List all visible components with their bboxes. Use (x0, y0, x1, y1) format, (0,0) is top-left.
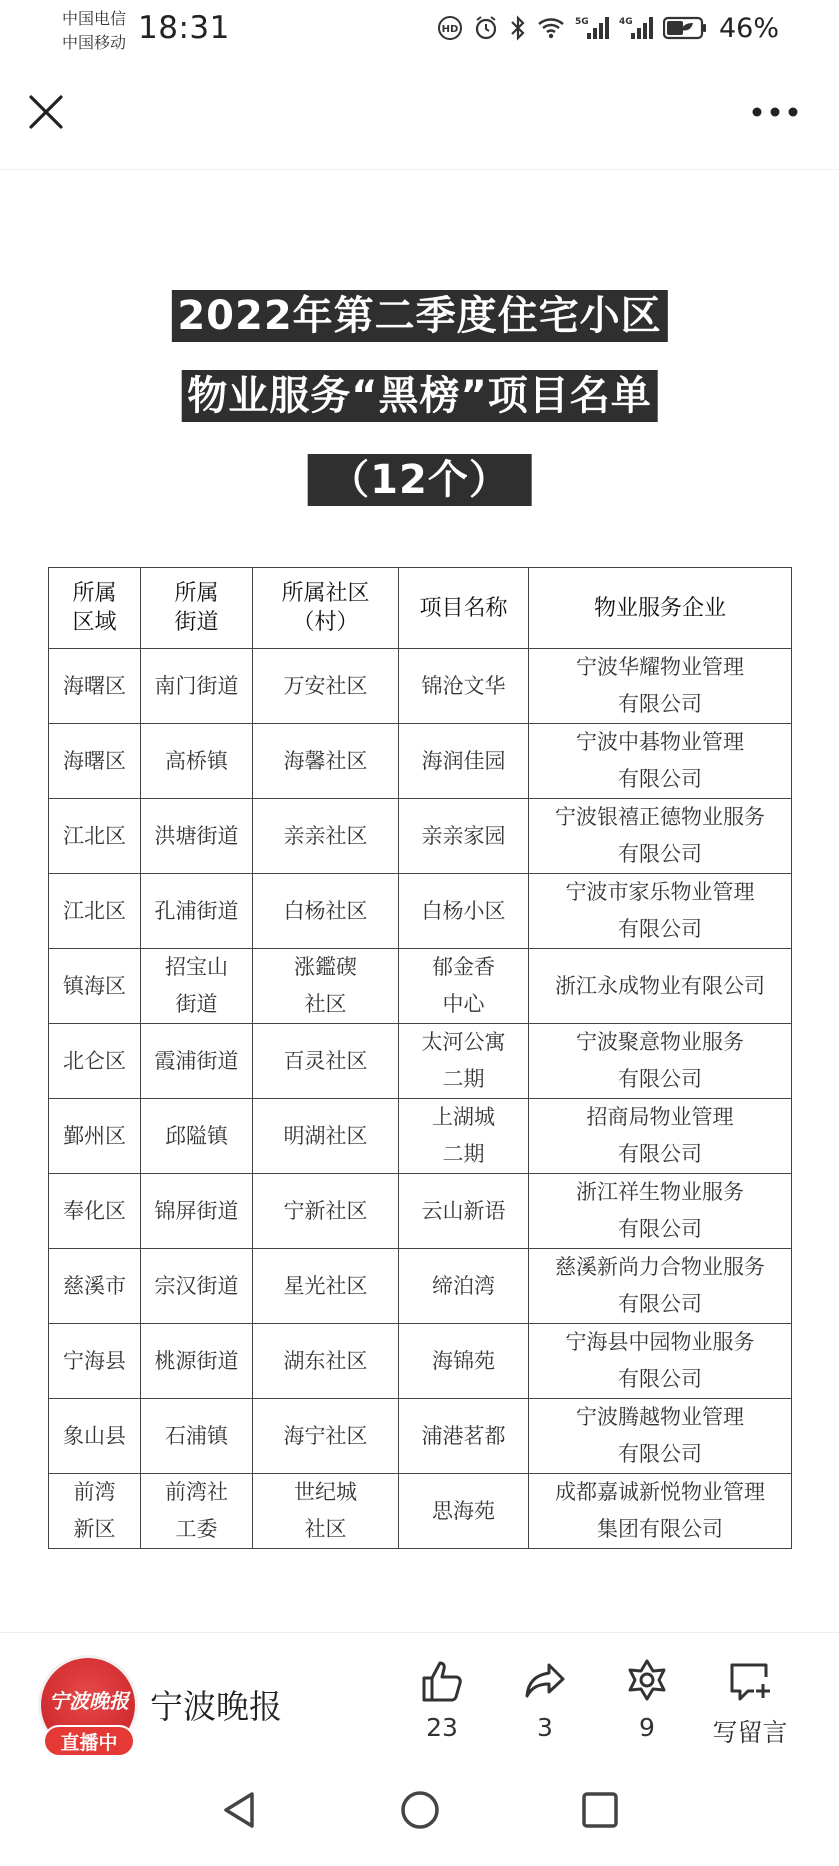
cell-street: 南门街道 (141, 649, 253, 724)
cell-street: 孔浦街道 (141, 874, 253, 949)
cell-company: 宁波聚意物业服务 有限公司 (529, 1024, 792, 1099)
cell-company: 宁波市家乐物业管理 有限公司 (529, 874, 792, 949)
table-row (49, 649, 792, 724)
cell-district: 镇海区 (49, 949, 141, 1024)
table-row (49, 1324, 792, 1399)
network-2-label: 4G (618, 17, 633, 27)
cell-company: 浙江永成物业有限公司 (529, 949, 792, 1024)
cell-project: 太河公寓 二期 (399, 1024, 529, 1099)
table-row (49, 799, 792, 874)
like-count: 23 (426, 1713, 458, 1742)
blacklist-table (48, 567, 792, 1549)
cell-district: 前湾 新区 (49, 1474, 141, 1549)
thumbs-up-icon (418, 1657, 466, 1705)
clock: 18:31 (138, 10, 230, 46)
table-row (49, 1024, 792, 1099)
more-button[interactable] (751, 102, 799, 122)
cell-district: 宁海县 (49, 1324, 141, 1399)
cell-district: 象山县 (49, 1399, 141, 1474)
cell-street: 桃源街道 (141, 1324, 253, 1399)
cell-project: 郁金香 中心 (399, 949, 529, 1024)
cell-district: 江北区 (49, 874, 141, 949)
header-project: 项目名称 (399, 568, 529, 649)
cell-street: 招宝山 街道 (141, 949, 253, 1024)
cell-street: 霞浦街道 (141, 1024, 253, 1099)
cell-district: 北仑区 (49, 1024, 141, 1099)
hd-call-icon (437, 15, 463, 41)
live-badge: 直播中 (43, 1725, 135, 1757)
nav-recents-button[interactable] (578, 1788, 622, 1832)
share-arrow-icon (521, 1657, 569, 1705)
header-company: 物业服务企业 (529, 568, 792, 649)
account-name[interactable]: 宁波晚报 (150, 1687, 282, 1726)
cell-street: 邱隘镇 (141, 1099, 253, 1174)
status-icons (437, 13, 779, 43)
carrier-names (62, 7, 126, 55)
cell-district: 鄞州区 (49, 1099, 141, 1174)
table-row (49, 874, 792, 949)
cell-project: 海润佳园 (399, 724, 529, 799)
cell-community: 湖东社区 (253, 1324, 399, 1399)
cell-company: 宁海县中园物业服务 有限公司 (529, 1324, 792, 1399)
cell-project: 锦沧文华 (399, 649, 529, 724)
cell-project: 白杨小区 (399, 874, 529, 949)
cell-community: 涨鑑碶 社区 (253, 949, 399, 1024)
cell-community: 宁新社区 (253, 1174, 399, 1249)
signal-4g-icon (619, 15, 653, 41)
cell-community: 星光社区 (253, 1249, 399, 1324)
cell-district: 海曙区 (49, 724, 141, 799)
title-line-1: 2022年第二季度住宅小区 (171, 290, 667, 342)
back-triangle-icon (218, 1788, 262, 1832)
share-count: 3 (537, 1713, 553, 1742)
write-comment-label: 写留言 (712, 1718, 788, 1747)
table-body (49, 649, 792, 1549)
status-bar (0, 0, 839, 58)
cell-project: 云山新语 (399, 1174, 529, 1249)
watch-count: 9 (639, 1713, 655, 1742)
comment-plus-icon (726, 1657, 774, 1705)
cell-project: 海锦苑 (399, 1324, 529, 1399)
carrier-1: 中国电信 (62, 9, 127, 28)
nav-home-button[interactable] (398, 1788, 442, 1832)
cell-community: 明湖社区 (253, 1099, 399, 1174)
cell-community: 白杨社区 (253, 874, 399, 949)
cell-district: 慈溪市 (49, 1249, 141, 1324)
svg-text:HD: HD (441, 24, 459, 35)
header-community: 所属社区 （村） (253, 568, 399, 649)
cell-district: 江北区 (49, 799, 141, 874)
cell-company: 宁波腾越物业管理 有限公司 (529, 1399, 792, 1474)
cell-project: 思海苑 (399, 1474, 529, 1549)
cell-company: 宁波中碁物业管理 有限公司 (529, 724, 792, 799)
share-button[interactable] (505, 1657, 585, 1742)
cell-community: 百灵社区 (253, 1024, 399, 1099)
cell-project: 缔泊湾 (399, 1249, 529, 1324)
top-nav (0, 58, 839, 170)
cell-company: 浙江祥生物业服务 有限公司 (529, 1174, 792, 1249)
battery-percent: 46% (718, 12, 779, 44)
blacklist-table-wrap (48, 567, 791, 1549)
more-icon (751, 102, 799, 122)
table-row (49, 1399, 792, 1474)
battery-icon (663, 16, 707, 40)
cell-company: 成都嘉诚新悦物业管理 集团有限公司 (529, 1474, 792, 1549)
bottom-action-bar (0, 1632, 839, 1756)
home-circle-icon (398, 1788, 442, 1832)
close-button[interactable] (28, 94, 64, 130)
cell-street: 高桥镇 (141, 724, 253, 799)
recents-square-icon (578, 1788, 622, 1832)
bluetooth-icon (509, 15, 527, 41)
cell-community: 万安社区 (253, 649, 399, 724)
table-row (49, 1174, 792, 1249)
table-row (49, 1099, 792, 1174)
cell-community: 海宁社区 (253, 1399, 399, 1474)
cell-district: 海曙区 (49, 649, 141, 724)
cell-project: 浦港茗都 (399, 1399, 529, 1474)
cell-street: 石浦镇 (141, 1399, 253, 1474)
table-row (49, 949, 792, 1024)
cell-company: 慈溪新尚力合物业服务 有限公司 (529, 1249, 792, 1324)
header-street: 所属 街道 (141, 568, 253, 649)
cell-company: 招商局物业管理 有限公司 (529, 1099, 792, 1174)
carrier-2: 中国移动 (62, 33, 127, 52)
wifi-icon (537, 16, 565, 40)
table-row (49, 1474, 792, 1549)
cell-project: 上湖城 二期 (399, 1099, 529, 1174)
watching-button[interactable] (607, 1657, 687, 1742)
flower-icon (623, 1657, 671, 1705)
nav-back-button[interactable] (218, 1788, 262, 1832)
cell-street: 洪塘街道 (141, 799, 253, 874)
alarm-icon (473, 15, 499, 41)
like-button[interactable] (402, 1657, 482, 1742)
cell-street: 宗汉街道 (141, 1249, 253, 1324)
account-avatar[interactable] (38, 1655, 140, 1757)
system-nav-bar (0, 1756, 839, 1866)
cell-street: 前湾社 工委 (141, 1474, 253, 1549)
table-header-row (49, 568, 792, 649)
cell-project: 亲亲家园 (399, 799, 529, 874)
cell-company: 宁波银禧正德物业服务 有限公司 (529, 799, 792, 874)
avatar-logo: 宁波晚报 (49, 1689, 129, 1713)
cell-community: 世纪城 社区 (253, 1474, 399, 1549)
table-row (49, 1249, 792, 1324)
table-row (49, 724, 792, 799)
header-district: 所属 区域 (49, 568, 141, 649)
cell-district: 奉化区 (49, 1174, 141, 1249)
write-comment-button[interactable] (700, 1657, 800, 1749)
cell-street: 锦屏街道 (141, 1174, 253, 1249)
signal-5g-icon (575, 15, 609, 41)
title-line-2: 物业服务“黑榜”项目名单 (181, 370, 658, 422)
cell-community: 亲亲社区 (253, 799, 399, 874)
title-line-3: （12个） (307, 454, 532, 506)
network-1-label: 5G (574, 17, 589, 27)
close-icon (28, 94, 64, 130)
cell-community: 海馨社区 (253, 724, 399, 799)
cell-company: 宁波华耀物业管理 有限公司 (529, 649, 792, 724)
